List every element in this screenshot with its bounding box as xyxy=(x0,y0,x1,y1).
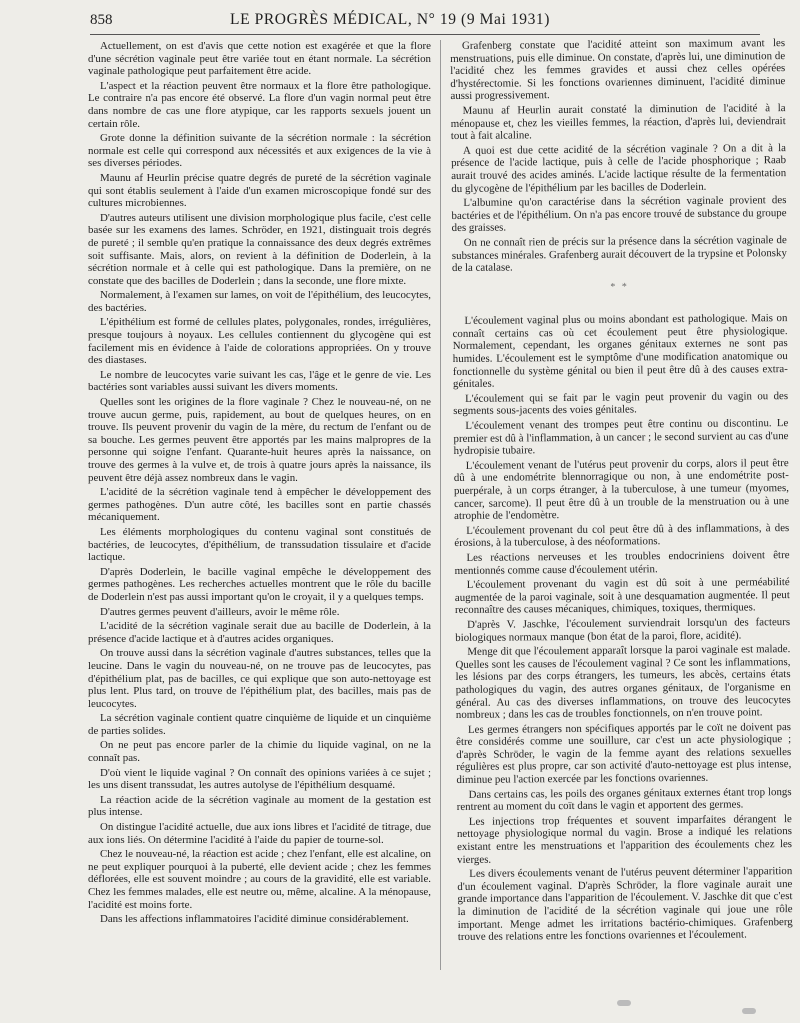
section-separator: * * xyxy=(610,281,629,293)
paragraph: Les réactions nerveuses et les troubles endocriniens doivent être mentionnés comme cause d'écoulement utérin. xyxy=(454,549,790,577)
paragraph: A quoi est due cette acidité de la sécrétion vaginale ? On a dit à la présence de l'acide lactique, puis à celle de l'acide phosphorique ; Raab aurait trouvé des acides aminés. L'acide lactique résulte de la fermentation du glycogène de l'épithélium par les bacilles de Doderlein. xyxy=(451,141,787,195)
scan-mark xyxy=(742,1008,756,1014)
paragraph: L'acidité de la sécrétion vaginale serait due au bacille de Doderlein, à la présence d'acide lactique et à d'autres acides organiques. xyxy=(88,620,431,645)
paragraph: Les divers écoulements venant de l'utérus peuvent déterminer l'apparition d'un écoulement vaginal. D'après Schröder, la flore vaginale aurait une grande importance dans l'apparition de l'écoulement. V. Jaschke dit que c'est la diminution de l'acidité de la sécrétion vaginale qui joue une rôle important. Menge admet les irritations bactério-chimiques. Grafenberg trouve des relations entre les fonctions ovariennes et l'écoulement. xyxy=(457,865,793,944)
paragraph: L'aspect et la réaction peuvent être normaux et la flore être pathologique. Le contraire n'a pas encore été observé. La flore d'un vagin normal peut être dans nombre de cas une flore atypique, car les rapports sexuels jouent un certain rôle. xyxy=(88,79,431,130)
paragraph: L'écoulement vaginal plus ou moins abondant est pathologique. Mais on connaît certains cas où cet écoulement peut être physiologique. Normalement, cependant, les organes génitaux externes ne sont pas humides. L'écoulement est le symptôme d'une modification anatomique ou fonctionnelle du système génital ou bien il peut être dû à des causes extra-génitales. xyxy=(452,312,788,391)
paragraph: Actuellement, on est d'avis que cette notion est exagérée et que la flore d'une sécrétion vaginale peut être variée tout en étant normale. La sécrétion vaginale pathologique peut parfaitement être acide. xyxy=(88,40,431,78)
paragraph: Menge dit que l'écoulement apparaît lorsque la paroi vaginale est malade. Quelles sont les causes de l'écoulement vaginal ? Ce sont les inflammations, les lésions par des corps étrangers, les tumeurs, les abcès, certains états pathologiques du vagin, des autres organes génitaux, de l'organisme en général. Au cas des diverses inflammations, on trouve des leucocytes nombreux ; dans les cas de troubles fonctionnels, on n'en trouve point. xyxy=(455,643,791,722)
left-column xyxy=(88,40,431,928)
paragraph: L'acidité de la sécrétion vaginale tend à empêcher le développement des germes pathogènes. D'un autre côté, les bacilles sont en partie chassés mécaniquement. xyxy=(88,486,431,524)
paragraph: On trouve aussi dans la sécrétion vaginale d'autres substances, telles que la leucine. Dans le vagin du nouveau-né, on ne trouve pas de leucocytes, pas d'épithélium plat, pas de bacilles, ce qui explique que son auto-nettoyage est plus lent. Plus tard, on trouve de l'épithélium plat, des bacilles, mais pas de leucocytes. xyxy=(88,647,431,710)
running-header xyxy=(90,10,760,35)
paragraph: Les éléments morphologiques du contenu vaginal sont constitués de bactéries, de leucocytes, d'épithélium, de transsudation tissulaire et d'acide lactique. xyxy=(88,525,431,564)
paragraph: On ne peut pas encore parler de la chimie du liquide vaginal, on ne la connaît pas. xyxy=(88,739,431,765)
paragraph: La sécrétion vaginale contient quatre cinquième de liquide et un cinquième de parties solides. xyxy=(88,712,431,737)
paragraph: L'écoulement qui se fait par le vagin peut provenir du vagin ou des segments sous-jacents des voies génitales. xyxy=(453,389,789,418)
paragraph: L'écoulement venant de l'utérus peut provenir du corps, alors il peut être dû à une endométrite blennorragique ou non, à une endométrite post-puerpérale, à un corps étranger, à la tuberculose, à une tumeur (myomes, cancer, sarcome). Il peut être dû à un trouble de la menstruation ou à une atrophie de l'endomètre. xyxy=(453,456,790,523)
paragraph: On distingue l'acidité actuelle, due aux ions libres et l'acidité de titrage, due aux ions liés. On détermine l'acidité à l'aide du papier de tourne-sol. xyxy=(88,821,431,846)
paragraph: D'où vient le liquide vaginal ? On connaît des opinions variées à ce sujet ; les uns disent transsudat, les autres autolyse de l'épithélium desquamé. xyxy=(88,766,431,792)
column-divider xyxy=(440,40,441,970)
paragraph: Les germes étrangers non spécifiques apportés par le coït ne doivent pas être considérés comme une souillure, car c'est un acte physiologique ; d'après Schröder, le vagin de la femme ayant des relations sexuelles régulières est plus propre, car son activité d'auto-nettoyage est plus intense, diminue peu l'action exercée par les fonctions ovariennes. xyxy=(456,720,792,787)
paragraph: Maunu af Heurlin aurait constaté la diminution de l'acidité à la ménopause et, chez les vieilles femmes, la réaction, d'après lui, deviendrait tout à fait alcaline. xyxy=(450,102,786,143)
paragraph: Les injections trop fréquentes et souvent imparfaites dérangent le nettoyage physiologique normal du vagin. Brose a indiqué les relations existant entre les menstruations et l'apparition des écoulements chez les vierges. xyxy=(456,812,793,866)
paragraph: Chez le nouveau-né, la réaction est acide ; chez l'enfant, elle est alcaline, on ne peut expliquer pourquoi à la puberté, elle devient acide ; chez les femmes déflorées, elle est souvent moindre ; au cours de la gravidité, elle est variable. Chez les femmes malades, elle est neutre ou, même, alcaline. A la ménopause, l'acidité est moins forte. xyxy=(88,848,431,911)
paragraph: D'autres auteurs utilisent une division morphologique plus facile, c'est celle basée sur les examens des lames. Schröder, en 1921, distinguait trois degrés de pureté ; il semble qu'en pratique la connaissance des deux degrés extrêmes soit suffisante. Mais, alors, on revient à la définition de Doderlein, à la sécrétion normale et à celle qui est pathologique. Dans la première, on ne constate que des bacilles de Doderlein ; dans la seconde, une flore mixte. xyxy=(88,211,431,287)
paragraph: Le nombre de leucocytes varie suivant les cas, l'âge et le genre de vie. Les bactéries sont variables aussi suivant les divers moments. xyxy=(88,368,431,394)
paragraph: On ne connaît rien de précis sur la présence dans la sécrétion vaginale de substances minérales. Grafenberg aurait découvert de la trypsine et Polonsky de la catalase. xyxy=(451,233,787,275)
paragraph: Grafenberg constate que l'acidité atteint son maximum avant les menstruations, puis elle diminue. On constate, d'après lui, une diminution de l'acidité chez les femmes gravides et aussi chez celles opérées d'hystérectomie. Si les fonctions ovariennes diminuent, l'acidité diminue aussi progressivement. xyxy=(450,37,786,103)
paragraph: Maunu af Heurlin précise quatre degrés de pureté de la sécrétion vaginale qui sont établis seulement à l'aide d'un examen microscopique fondé sur des cultures microbiennes. xyxy=(88,171,431,210)
paragraph: Grote donne la définition suivante de la sécrétion normale : la sécrétion normale est celle qui correspond aux nécessités et aux exigences de la vie à ses diverses périodes. xyxy=(88,132,431,170)
paragraph: L'écoulement provenant du col peut être dû à des inflammations, à des érosions, à la tuberculose, à des néoformations. xyxy=(454,521,790,550)
paragraph: La réaction acide de la sécrétion vaginale au moment de la gestation est plus intense. xyxy=(88,793,431,819)
paragraph: D'autres germes peuvent d'ailleurs, avoir le même rôle. xyxy=(99,605,340,618)
paragraph: L'écoulement venant des trompes peut être continu ou discontinu. Le premier est dû à l'inflammation, à un cancer ; le second survient au cas d'une hydropisie tubaire. xyxy=(453,417,789,458)
journal-title: LE PROGRÈS MÉDICAL, N° 19 (9 Mai 1931) xyxy=(230,11,551,28)
paragraph: D'après Doderlein, le bacille vaginal empêche le développement des germes pathogènes. Les recherches actuelles montrent que le rôle du bacille de Doderlein n'est pas aussi important qu'on le croyait, il y a quelques temps. xyxy=(88,565,431,603)
paragraph: Dans les affections inflammatoires l'acidité diminue considérablement. xyxy=(99,913,409,926)
right-column xyxy=(450,37,793,946)
paragraph: L'écoulement provenant du vagin est dû soit à une perméabilité augmentée de la paroi vaginale, soit à une desquamation augmentée. Il peut reconnaître des causes mécaniques, chimiques, toxiques, thermiques. xyxy=(454,576,790,617)
paragraph: Quelles sont les origines de la flore vaginale ? Chez le nouveau-né, on ne trouve aucun germe, puis, rapidement, au bout de quelques heures, on en trouve. Ils peuvent provenir du vagin de la mère, du rectum de l'enfant ou de sa bouche. Les germes peuvent être apportés par les mains malpropres de la personne qui soigne l'enfant. Quarante-huit heures après la naissance, on trouve des germes à la vulve et, de trois à quatre jours après la naissance, ils peuvent être déjà assez nombreux dans le vagin. xyxy=(88,396,431,484)
scan-mark xyxy=(617,1000,631,1006)
paragraph: L'épithélium est formé de cellules plates, polygonales, rondes, irrégulières, presque toujours à noyaux. Les cellules contiennent du glycogène qui est facilement mis en évidence à l'aide de colorations appropriées. On y trouve des diastases. xyxy=(88,316,431,367)
paragraph: D'après V. Jaschke, l'écoulement surviendrait lorsqu'un des facteurs biologiques normaux manque (bon état de la paroi, flore, acidité). xyxy=(455,615,791,644)
paragraph: Dans certains cas, les poils des organes génitaux externes étant trop longs rentrent au moment du coït dans le vagin et apportent des germes. xyxy=(456,785,792,814)
page-number: 858 xyxy=(90,12,113,28)
paragraph: Normalement, à l'examen sur lames, on voit de l'épithélium, des leucocytes, des bactéries. xyxy=(88,289,431,314)
paragraph: L'albumine qu'on caractérise dans la sécrétion vaginale provient des bactéries et de l'épithélium. On n'a pas encore trouvé de substance du groupe des graisses. xyxy=(451,194,787,235)
